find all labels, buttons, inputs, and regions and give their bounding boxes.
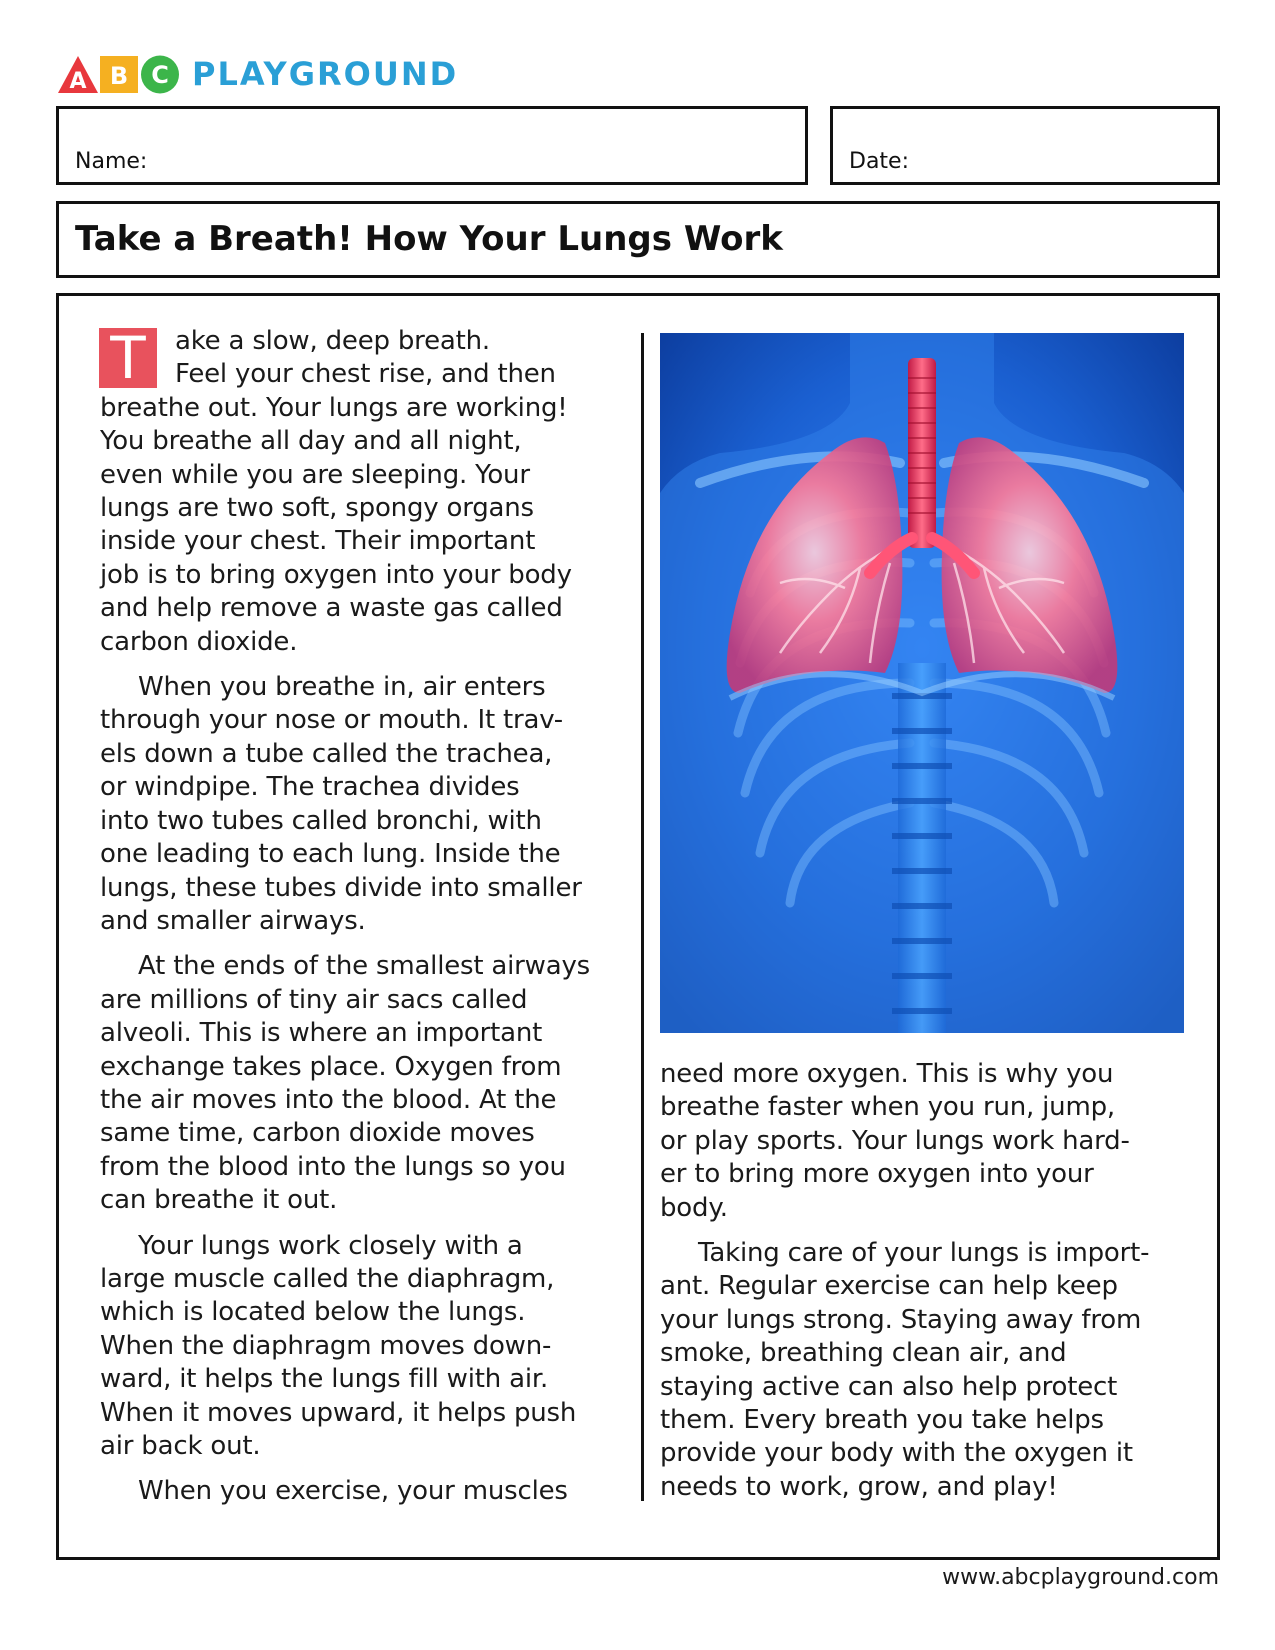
text-line: which is located below the lungs. (100, 1297, 526, 1328)
text-line: Your lungs work closely with a (138, 1230, 523, 1261)
text-line: and smaller airways. (100, 905, 366, 936)
article-left-column (100, 325, 625, 1521)
text-line: When you breathe in, air enters (138, 672, 546, 703)
text-line: staying active can also help protect (660, 1371, 1118, 1402)
paragraph-2 (100, 671, 625, 938)
text-line: els down a tube called the trachea, (100, 738, 553, 769)
lungs-anatomy-illustration (660, 333, 1184, 1033)
text-line: one leading to each lung. Inside the (100, 839, 561, 870)
name-field[interactable] (56, 106, 808, 185)
article-right-column (660, 1058, 1180, 1516)
text-line: can breathe it out. (100, 1185, 338, 1216)
text-line: same time, carbon dioxide moves (100, 1118, 535, 1149)
column-divider (641, 333, 644, 1501)
text-line: or windpipe. The trachea divides (100, 772, 520, 803)
text-line: them. Every breath you take helps (660, 1405, 1104, 1436)
paragraph-6 (660, 1237, 1180, 1504)
text-line: inside your chest. Their important (100, 526, 536, 557)
text-line: smoke, breathing clean air, and (660, 1338, 1067, 1369)
date-label: Date: (849, 149, 909, 174)
text-line: alveoli. This is where an important (100, 1018, 543, 1049)
text-line: body. (660, 1192, 728, 1223)
text-line: ake a slow, deep breath. (175, 326, 490, 356)
text-line: carbon dioxide. (100, 626, 298, 657)
date-field[interactable] (830, 106, 1220, 185)
text-line: er to bring more oxygen into your (660, 1159, 1094, 1190)
name-label: Name: (75, 149, 148, 174)
drop-cap: T (99, 328, 157, 388)
logo-wordmark: PLAYGROUND (192, 55, 459, 93)
text-line: into two tubes called bronchi, with (100, 805, 542, 836)
title-box (56, 201, 1220, 278)
text-line: breathe faster when you run, jump, (660, 1092, 1115, 1123)
text-line: from the blood into the lungs so you (100, 1151, 566, 1182)
logo-letter-b: B (109, 62, 129, 90)
text-line: provide your body with the oxygen it (660, 1438, 1133, 1469)
text-line: lungs, these tubes divide into smaller (100, 872, 582, 903)
text-line: exchange takes place. Oxygen from (100, 1051, 562, 1082)
text-line: At the ends of the smallest airways (138, 951, 590, 982)
text-line: needs to work, grow, and play! (660, 1471, 1058, 1502)
text-line: lungs are two soft, spongy organs (100, 493, 534, 524)
text-line: You breathe all day and all night, (100, 426, 522, 457)
text-line: through your nose or mouth. It trav- (100, 705, 563, 736)
text-line: job is to bring oxygen into your body (100, 559, 572, 590)
abc-blocks-logo-icon (56, 54, 186, 94)
logo-letter-a: A (69, 69, 87, 94)
text-line: When the diaphragm moves down- (100, 1330, 552, 1361)
paragraph-5 (100, 1475, 625, 1508)
text-line: large muscle called the diaphragm, (100, 1263, 555, 1294)
text-line: the air moves into the blood. At the (100, 1084, 557, 1115)
paragraph-5-continued (660, 1058, 1180, 1225)
text-line: ward, it helps the lungs fill with air. (100, 1364, 549, 1395)
text-line: your lungs strong. Staying away from (660, 1304, 1142, 1335)
paragraph-1 (100, 325, 625, 659)
text-line: need more oxygen. This is why you (660, 1059, 1114, 1089)
text-line: air back out. (100, 1431, 261, 1461)
footer-url[interactable]: www.abcplayground.com (942, 1565, 1219, 1590)
text-line: even while you are sleeping. Your (100, 459, 530, 490)
text-line: and help remove a waste gas called (100, 593, 563, 624)
text-line: When it moves upward, it helps push (100, 1397, 577, 1428)
paragraph-4 (100, 1230, 625, 1464)
text-line: ant. Regular exercise can help keep (660, 1271, 1118, 1302)
text-line: Feel your chest rise, and then (175, 359, 556, 390)
text-line: are millions of tiny air sacs called (100, 984, 528, 1015)
paragraph-3 (100, 950, 625, 1217)
logo-letter-c: C (151, 61, 169, 89)
text-line: breathe out. Your lungs are working! (100, 392, 568, 423)
text-line: Taking care of your lungs is import- (698, 1238, 1150, 1269)
text-line: or play sports. Your lungs work hard- (660, 1125, 1130, 1156)
page-title: Take a Breath! How Your Lungs Work (75, 219, 783, 259)
text-line: When you exercise, your muscles (138, 1476, 568, 1507)
spine (892, 663, 952, 1033)
logo (56, 54, 458, 94)
